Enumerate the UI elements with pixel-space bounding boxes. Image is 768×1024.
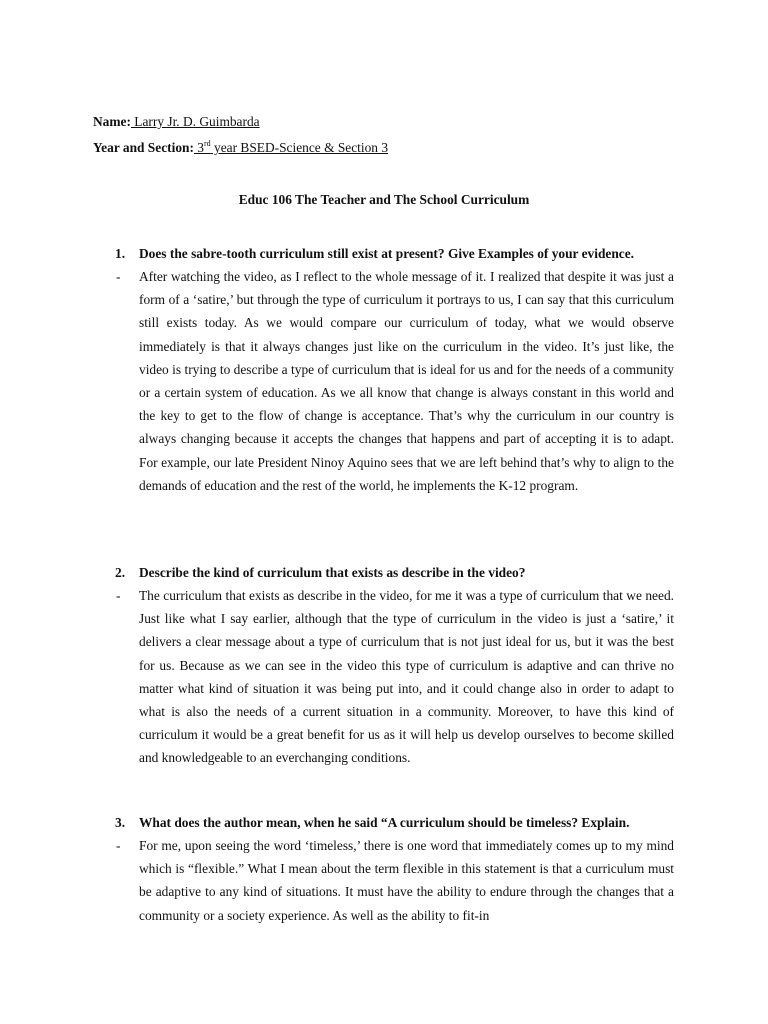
question-1 (115, 246, 675, 262)
document-title: Educ 106 The Teacher and The School Curriculum (238, 192, 530, 207)
question-text: Describe the kind of curriculum that exists as describe in the video? (139, 565, 526, 580)
year-number: 3 (193, 140, 204, 155)
year-section-label: Year and Section: (93, 140, 194, 155)
answer-bullet: - (116, 588, 121, 603)
question-text: What does the author mean, when he said “A curriculum should be timeless? Explain. (139, 815, 630, 830)
answer-2 (139, 584, 674, 770)
answer-bullet: - (116, 269, 121, 284)
question-2 (115, 565, 675, 581)
answer-text: For me, upon seeing the word ‘timeless,’ there is one word that immediately comes up to my mind which is “flexible.” What I mean about the term flexible in this statement is that a curriculum must be adaptive to any kind of situations. It must have the ability to endure through the changes that a community or a society experience. As well as the ability to fit-in (139, 838, 674, 923)
year-section-line (93, 140, 388, 156)
question-number: 3. (115, 815, 126, 830)
answer-bullet: - (116, 838, 121, 853)
name-line (93, 114, 260, 130)
question-number: 1. (115, 246, 126, 261)
year-section-value (194, 140, 388, 155)
year-ordinal-suffix: rd (203, 138, 211, 148)
name-value: Larry Jr. D. Guimbarda (130, 114, 260, 129)
answer-3 (139, 834, 674, 927)
name-label: Name: (93, 114, 131, 129)
question-3 (115, 815, 675, 831)
answer-text: After watching the video, as I reflect to the whole message of it. I realized that despite it was just a form of a ‘satire,’ but through the type of curriculum it portrays to us, I can say that this curriculum still exists today. As we would compare our curriculum of today, what we would observe immediately is that it always changes just like on the curriculum in the video. It’s just like, the video is trying to describe a type of curriculum that is ideal for us and for the needs of a community or a certain system of education. As we all know that change is always constant in this world and the key to get to the flow of change is acceptance. That’s why the curriculum in our country is always changing because it accepts the changes that happens and part of accepting it is to adapt. For example, our late President Ninoy Aquino sees that we are left behind that’s why to align to the demands of education and the rest of the world, he implements the K-12 program. (139, 269, 674, 493)
answer-text: The curriculum that exists as describe in the video, for me it was a type of curriculum that we need. Just like what I say earlier, although that the type of curriculum in the video is just a ‘satire,’ it delivers a clear message about a type of curriculum that is not just ideal for us, but it was the best for us. Because as we can see in the video this type of curriculum is adaptive and can thrive no matter what kind of situation it was being put into, and it could change also in order to adapt to what is also the needs of a current situation in a community. Moreover, to have this kind of curriculum it would be a great benefit for us as it will help us develop ourselves to become skilled and knowledgeable to an everchanging conditions. (139, 588, 674, 766)
question-text: Does the sabre-tooth curriculum still exist at present? Give Examples of your evidence. (139, 246, 635, 261)
question-number: 2. (115, 565, 126, 580)
answer-1 (139, 265, 674, 497)
year-section-rest: year BSED-Science & Section 3 (210, 140, 389, 155)
